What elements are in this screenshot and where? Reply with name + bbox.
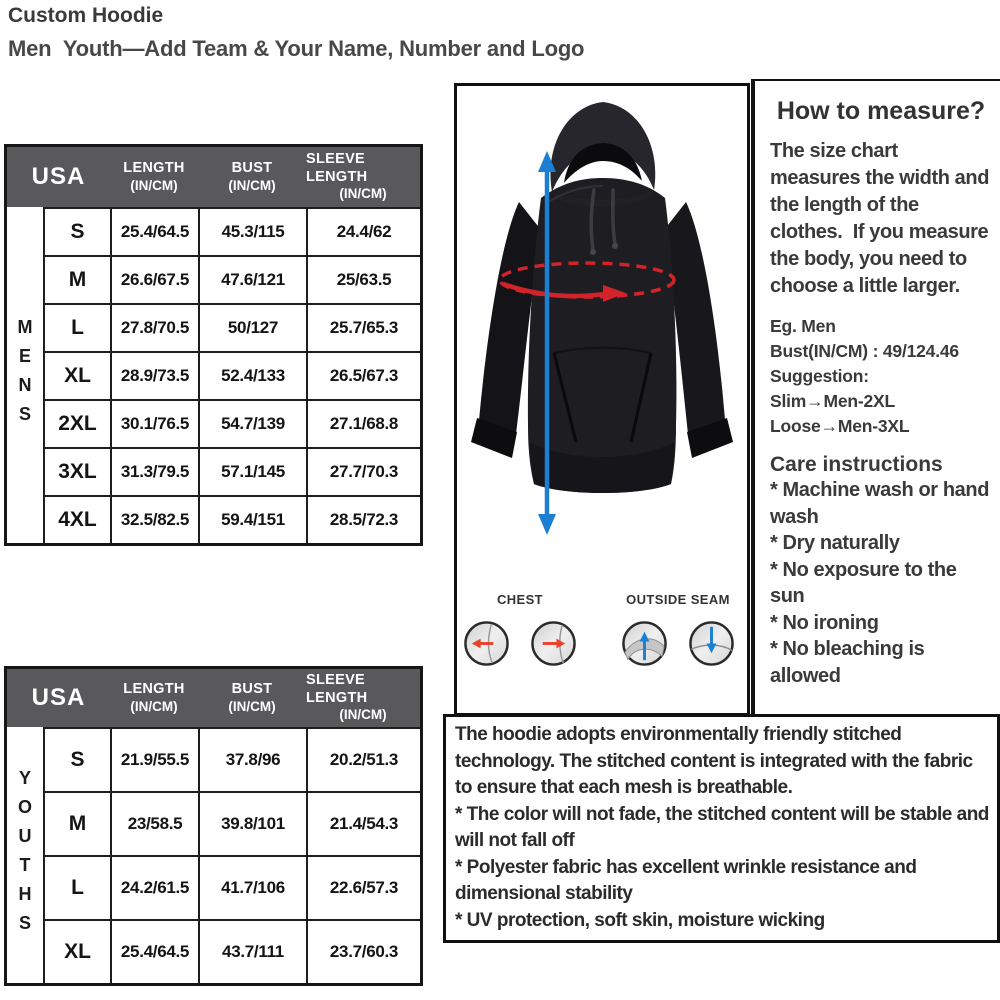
column-header-bust: BUST (IN/CM) bbox=[198, 147, 306, 207]
hoodie-measure-panel bbox=[454, 83, 750, 716]
table-cell: 28.9/73.5 bbox=[110, 351, 198, 399]
table-cell: 22.6/57.3 bbox=[306, 855, 420, 919]
table-cell: 50/127 bbox=[198, 303, 306, 351]
table-cell: 45.3/115 bbox=[198, 207, 306, 255]
table-cell: M bbox=[43, 791, 110, 855]
page-subtitle: Men Youth—Add Team & Your Name, Number and Logo bbox=[8, 36, 585, 61]
table-cell: 23.7/60.3 bbox=[306, 919, 420, 983]
column-header-sleeve-length: SLEEVE LENGTH (IN/CM) bbox=[306, 147, 420, 207]
how-to-measure-body: The size chart measures the width and the length of the clothes. If you measure the body, you need to choose a little larger. bbox=[770, 140, 995, 297]
table-cell: 37.8/96 bbox=[198, 727, 306, 791]
chest-arrow-right-icon bbox=[530, 620, 577, 667]
product-description-panel bbox=[443, 714, 1000, 943]
table-cell: S bbox=[43, 727, 110, 791]
care-instructions-heading: Care instructions bbox=[770, 453, 943, 476]
example-line: Loose→Men-3XL bbox=[770, 416, 910, 436]
table-cell: 27.7/70.3 bbox=[306, 447, 420, 495]
care-item: * Dry naturally bbox=[770, 532, 900, 554]
table-cell: 30.1/76.5 bbox=[110, 399, 198, 447]
outside-seam-measure-group bbox=[621, 592, 735, 667]
table-cell: S bbox=[43, 207, 110, 255]
seam-arrow-down-icon bbox=[688, 620, 735, 667]
youths-size-table bbox=[4, 666, 423, 986]
description-bullet: * Polyester fabric has excellent wrinkle resistance and dimensional stability bbox=[455, 856, 917, 904]
column-header-length: LENGTH (IN/CM) bbox=[110, 669, 198, 727]
measure-icons-row bbox=[457, 592, 747, 667]
seam-arrow-up-icon bbox=[621, 620, 668, 667]
example-line: Bust(IN/CM) : 49/124.46 bbox=[770, 341, 959, 361]
table-cell: 25.7/65.3 bbox=[306, 303, 420, 351]
column-header-usa: USA bbox=[7, 669, 110, 727]
description-bullet: * The color will not fade, the stitched content will be stable and will not fall off bbox=[455, 803, 989, 851]
table-cell: 28.5/72.3 bbox=[306, 495, 420, 543]
page-title: Custom Hoodie bbox=[8, 4, 164, 27]
table-cell: 25/63.5 bbox=[306, 255, 420, 303]
description-bullet: * UV protection, soft skin, moisture wicking bbox=[455, 909, 825, 931]
mens-size-table bbox=[4, 144, 423, 546]
hoodie-product-image bbox=[457, 90, 747, 590]
table-cell: 24.2/61.5 bbox=[110, 855, 198, 919]
table-cell: 4XL bbox=[43, 495, 110, 543]
chest-measure-group bbox=[463, 592, 577, 667]
how-to-measure-heading: How to measure? bbox=[776, 97, 986, 125]
chest-arrow-left-icon bbox=[463, 620, 510, 667]
table-cell: 3XL bbox=[43, 447, 110, 495]
table-cell: 24.4/62 bbox=[306, 207, 420, 255]
table-cell: 27.1/68.8 bbox=[306, 399, 420, 447]
table-cell: 43.7/111 bbox=[198, 919, 306, 983]
column-header-length: LENGTH (IN/CM) bbox=[110, 147, 198, 207]
table-cell: 21.9/55.5 bbox=[110, 727, 198, 791]
care-item: * Machine wash or hand wash bbox=[770, 479, 990, 528]
table-cell: 39.8/101 bbox=[198, 791, 306, 855]
example-line: Eg. Men bbox=[770, 316, 836, 336]
table-cell: L bbox=[43, 303, 110, 351]
care-item: * No bleaching is allowed bbox=[770, 638, 925, 687]
table-cell: 23/58.5 bbox=[110, 791, 198, 855]
youths-group-label: YOUTHS bbox=[15, 768, 35, 942]
table-cell: 27.8/70.5 bbox=[110, 303, 198, 351]
table-cell: 32.5/82.5 bbox=[110, 495, 198, 543]
example-line: Slim→Men-2XL bbox=[770, 391, 895, 411]
table-cell: 54.7/139 bbox=[198, 399, 306, 447]
table-cell: XL bbox=[43, 351, 110, 399]
table-cell: 59.4/151 bbox=[198, 495, 306, 543]
table-cell: L bbox=[43, 855, 110, 919]
table-cell: XL bbox=[43, 919, 110, 983]
care-instructions-list bbox=[770, 477, 992, 689]
how-to-measure-panel bbox=[751, 79, 1000, 715]
table-cell: 2XL bbox=[43, 399, 110, 447]
chest-label: CHEST bbox=[496, 592, 544, 607]
sizing-example bbox=[770, 314, 992, 439]
table-cell: 52.4/133 bbox=[198, 351, 306, 399]
outside-seam-label: OUTSIDE SEAM bbox=[626, 592, 730, 607]
column-header-bust: BUST (IN/CM) bbox=[198, 669, 306, 727]
column-header-usa: USA bbox=[7, 147, 110, 207]
care-item: * No ironing bbox=[770, 611, 879, 634]
example-line: Suggestion: bbox=[770, 366, 869, 386]
hoodie-illustration bbox=[457, 90, 747, 590]
table-cell: 57.1/145 bbox=[198, 447, 306, 495]
table-cell: 26.6/67.5 bbox=[110, 255, 198, 303]
table-cell: 21.4/54.3 bbox=[306, 791, 420, 855]
table-cell: 41.7/106 bbox=[198, 855, 306, 919]
table-cell: 20.2/51.3 bbox=[306, 727, 420, 791]
mens-group-label: MENS bbox=[15, 317, 35, 433]
table-cell: 25.4/64.5 bbox=[110, 919, 198, 983]
description-intro: The hoodie adopts environmentally friendly stitched technology. The stitched content is integrated with the fabric to ensure that each mesh is breathable. bbox=[455, 724, 973, 798]
table-cell: 47.6/121 bbox=[198, 255, 306, 303]
column-header-sleeve-length: SLEEVE LENGTH (IN/CM) bbox=[306, 669, 420, 727]
table-cell: 26.5/67.3 bbox=[306, 351, 420, 399]
table-cell: 25.4/64.5 bbox=[110, 207, 198, 255]
table-cell: M bbox=[43, 255, 110, 303]
care-item: * No exposure to the sun bbox=[770, 558, 957, 607]
table-cell: 31.3/79.5 bbox=[110, 447, 198, 495]
